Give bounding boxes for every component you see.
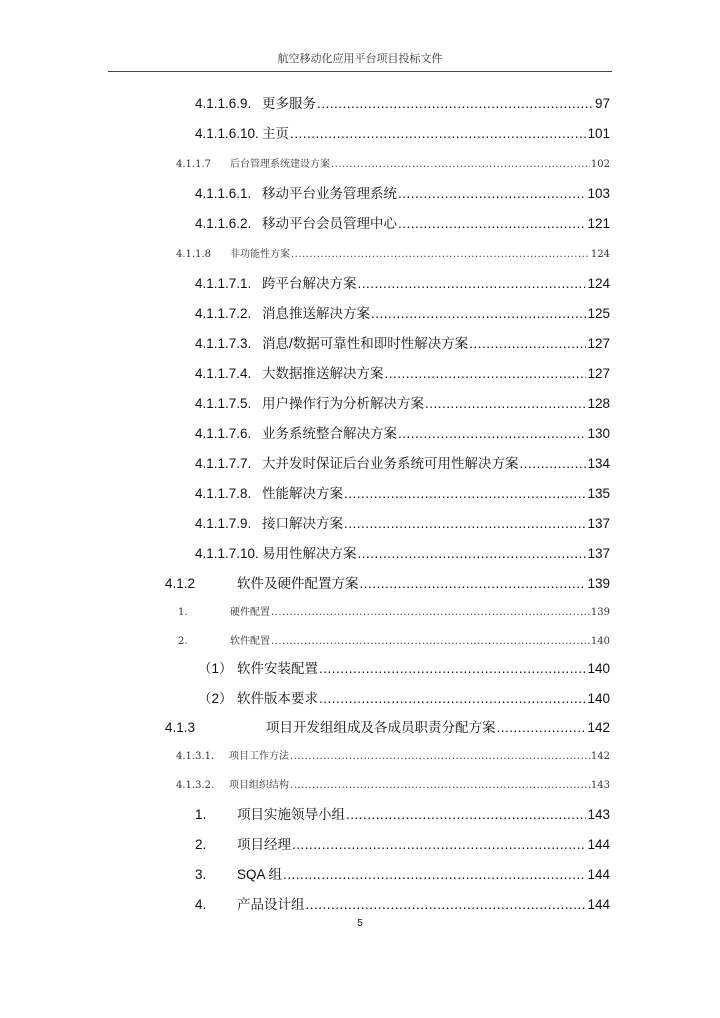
toc-page: 103 — [587, 186, 610, 201]
toc-title: 跨平台解决方案 — [262, 276, 357, 291]
toc-number: 4.1.1.6.9. — [195, 96, 252, 111]
toc-page: 140 — [587, 661, 610, 676]
toc-leader — [292, 837, 586, 852]
toc-page: 137 — [587, 516, 610, 531]
toc-leader — [271, 636, 590, 647]
toc-number: 4.1.1.7.8. — [195, 486, 252, 501]
toc-entry[interactable] — [195, 452, 610, 472]
toc-entry[interactable] — [195, 542, 610, 562]
page-number: 5 — [357, 918, 363, 929]
header-divider — [108, 71, 612, 72]
toc-number: 3. — [195, 867, 207, 882]
toc-entry[interactable] — [198, 657, 610, 677]
toc-page: 143 — [590, 780, 610, 791]
toc-title: 软件及硬件配置方案 — [237, 576, 359, 591]
toc-page: 140 — [590, 636, 610, 647]
toc-title: 业务系统整合解决方案 — [262, 426, 397, 441]
toc-entry[interactable] — [176, 776, 610, 791]
toc-number: 1. — [178, 607, 188, 618]
toc-page: 135 — [587, 486, 610, 501]
toc-page: 101 — [587, 126, 610, 141]
toc-leader — [290, 751, 590, 762]
toc-leader — [398, 216, 586, 231]
toc-entry[interactable] — [195, 803, 610, 823]
toc-entry[interactable] — [195, 482, 610, 502]
toc-title: 软件配置 — [230, 636, 270, 647]
toc-entry[interactable] — [195, 212, 610, 232]
toc-leader — [398, 426, 586, 441]
toc-entry[interactable] — [195, 833, 610, 853]
toc-entry[interactable] — [195, 893, 610, 913]
toc-number: 2. — [195, 837, 207, 852]
toc-title: 硬件配置 — [230, 607, 270, 618]
toc-page: 140 — [587, 691, 610, 706]
toc-number: 4.1.1.8 — [176, 249, 211, 260]
toc-number: 4.1.1.7.6. — [195, 426, 252, 441]
toc-leader — [291, 249, 590, 260]
toc-page: 139 — [587, 576, 610, 591]
toc-page: 127 — [587, 336, 610, 351]
toc-number: 4.1.2 — [165, 576, 196, 591]
toc-number: 4.1.1.7.7. — [195, 456, 252, 471]
toc-page: 124 — [590, 249, 610, 260]
toc-number: 4.1.1.7.3. — [195, 336, 252, 351]
toc-page: 137 — [587, 546, 610, 561]
toc-entry[interactable] — [178, 632, 610, 647]
toc-title: 接口解决方案 — [262, 516, 343, 531]
toc-entry[interactable] — [195, 422, 610, 442]
toc-number: 4. — [195, 897, 207, 912]
toc-page: 143 — [587, 807, 610, 822]
toc-page: 97 — [594, 96, 610, 111]
toc-page: 130 — [587, 426, 610, 441]
toc-page: 125 — [587, 306, 610, 321]
toc-number: （2） — [198, 691, 233, 706]
toc-title: 项目经理 — [237, 837, 291, 852]
toc-number: 4.1.1.6.10. — [195, 126, 259, 141]
toc-page: 127 — [587, 366, 610, 381]
toc-title: 项目工作方法 — [229, 751, 289, 762]
toc-entry[interactable] — [176, 155, 610, 170]
toc-title: SQA 组 — [237, 867, 283, 882]
toc-title: 移动平台业务管理系统 — [262, 186, 397, 201]
toc-entry[interactable] — [195, 863, 610, 883]
toc-number: 4.1.1.7.9. — [195, 516, 252, 531]
toc-title: 软件版本要求 — [237, 691, 318, 706]
toc-leader — [290, 126, 586, 141]
toc-title: 后台管理系统建设方案 — [230, 159, 330, 170]
toc-number: 4.1.1.7.1. — [195, 276, 252, 291]
toc-page: 121 — [587, 216, 610, 231]
toc-entry[interactable] — [195, 272, 610, 292]
toc-page: 142 — [587, 720, 610, 735]
toc-entry[interactable] — [195, 302, 610, 322]
toc-title: 更多服务 — [262, 96, 316, 111]
toc-title: 大并发时保证后台业务系统可用性解决方案 — [262, 456, 519, 471]
toc-page: 102 — [590, 159, 610, 170]
toc-entry[interactable] — [195, 362, 610, 382]
toc-number: 4.1.3.1. — [176, 751, 215, 762]
toc-leader — [358, 276, 587, 291]
toc-leader — [344, 486, 586, 501]
toc-leader — [319, 691, 586, 706]
toc-title: 易用性解决方案 — [262, 546, 357, 561]
toc-title: 消息推送解决方案 — [262, 306, 370, 321]
toc-leader — [520, 456, 587, 471]
toc-title: 项目实施领导小组 — [237, 807, 345, 822]
toc-number: 2. — [178, 636, 188, 647]
toc-entry[interactable] — [176, 245, 610, 260]
toc-page: 144 — [587, 837, 610, 852]
toc-page: 139 — [590, 607, 610, 618]
toc-number: 4.1.3.2. — [176, 780, 215, 791]
toc-leader — [319, 661, 586, 676]
toc-leader — [317, 96, 594, 111]
toc-number: 4.1.1.7.2. — [195, 306, 252, 321]
toc-leader — [469, 336, 586, 351]
toc-leader — [331, 159, 590, 170]
toc-leader — [497, 720, 587, 735]
toc-number: 4.1.1.6.1. — [195, 186, 252, 201]
toc-number: 4.1.1.7.4. — [195, 366, 252, 381]
toc-number: 4.1.3 — [165, 720, 196, 735]
toc-page: 144 — [587, 897, 610, 912]
toc-entry[interactable] — [195, 122, 610, 142]
toc-leader — [346, 807, 586, 822]
toc-title: 移动平台会员管理中心 — [262, 216, 397, 231]
toc-page: 134 — [587, 456, 610, 471]
toc-entry[interactable] — [195, 512, 610, 532]
toc-title: 消息/数据可靠性和即时性解决方案 — [262, 336, 469, 351]
toc-leader — [306, 897, 587, 912]
toc-leader — [425, 396, 586, 411]
toc-entry[interactable] — [198, 687, 610, 707]
toc-number: 4.1.1.7 — [176, 159, 211, 170]
toc-leader — [371, 306, 586, 321]
toc-entry[interactable] — [178, 603, 610, 618]
toc-number: 4.1.1.6.2. — [195, 216, 252, 231]
toc-title: 用户操作行为分析解决方案 — [262, 396, 424, 411]
toc-leader — [385, 366, 587, 381]
toc-title: 软件安装配置 — [237, 661, 318, 676]
toc-entry[interactable] — [195, 92, 610, 112]
toc-number: 4.1.1.7.10. — [195, 546, 259, 561]
toc-leader — [283, 867, 586, 882]
toc-entry[interactable] — [165, 716, 610, 736]
toc-number: 4.1.1.7.5. — [195, 396, 252, 411]
toc-entry[interactable] — [195, 392, 610, 412]
toc-entry[interactable] — [165, 572, 610, 592]
toc-leader — [271, 607, 590, 618]
toc-entry[interactable] — [195, 182, 610, 202]
toc-page: 124 — [587, 276, 610, 291]
toc-number: 1. — [195, 807, 207, 822]
toc-leader — [344, 516, 586, 531]
toc-title: 大数据推送解决方案 — [262, 366, 384, 381]
toc-leader — [358, 546, 587, 561]
toc-leader — [290, 780, 590, 791]
toc-title: 性能解决方案 — [262, 486, 343, 501]
toc-title: 产品设计组 — [237, 897, 305, 912]
document-header: 航空移动化应用平台项目投标文件 — [277, 52, 443, 65]
toc-page: 128 — [587, 396, 610, 411]
toc-page: 142 — [590, 751, 610, 762]
toc-leader — [398, 186, 586, 201]
toc-title: 项目组织结构 — [229, 780, 289, 791]
toc-page: 144 — [587, 867, 610, 882]
toc-entry[interactable] — [176, 747, 610, 762]
toc-title: 非功能性方案 — [230, 249, 290, 260]
toc-title: 主页 — [262, 126, 289, 141]
toc-leader — [360, 576, 587, 591]
toc-number: （1） — [198, 661, 233, 676]
toc-title: 项目开发组组成及各成员职责分配方案 — [266, 720, 496, 735]
toc-entry[interactable] — [195, 332, 610, 352]
